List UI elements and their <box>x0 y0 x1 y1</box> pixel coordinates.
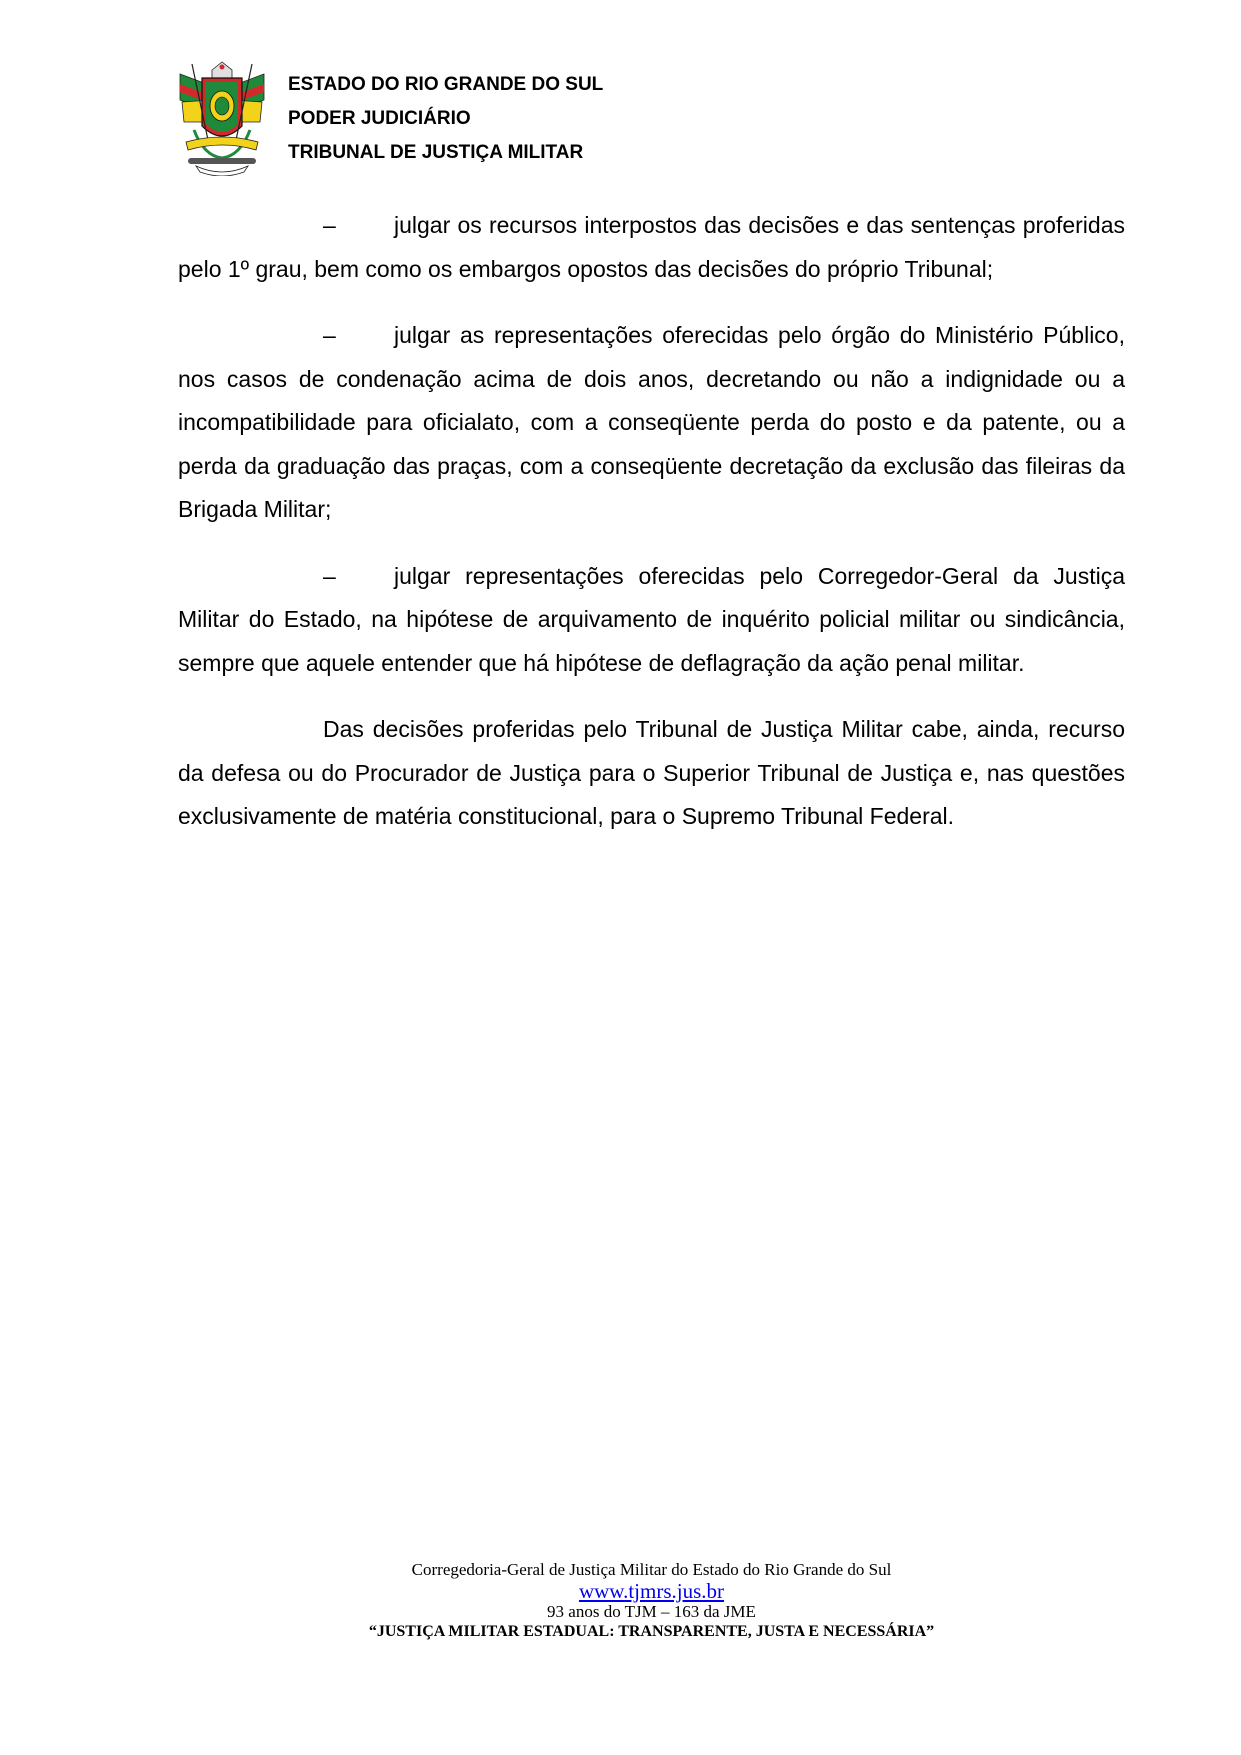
paragraph-text: julgar os recursos interpostos das decisões e das sentenças proferidas pelo 1º grau, bem como os embargos opostos das decisões do próprio Tribunal; <box>178 212 1125 282</box>
page-footer <box>178 1560 1125 1642</box>
letterhead-text <box>288 68 603 170</box>
dash-bullet: – <box>323 322 336 348</box>
list-item <box>178 204 1125 291</box>
paragraph-text: Das decisões proferidas pelo Tribunal de Justiça Militar cabe, ainda, recurso da defesa ou do Procurador de Justiça para o Superior Tribunal de Justiça e, nas questões exclusivamente de matéria constitucional, para o Supremo Tribunal Federal. <box>178 716 1125 829</box>
footer-anniversary: 93 anos do TJM – 163 da JME <box>547 1602 756 1621</box>
website-link[interactable]: www.tjmrs.jus.br <box>578 1579 725 1603</box>
court-name: TRIBUNAL DE JUSTIÇA MILITAR <box>288 142 584 163</box>
list-item <box>178 314 1125 532</box>
closing-paragraph <box>178 708 1125 839</box>
list-item <box>178 555 1125 686</box>
branch-name: PODER JUDICIÁRIO <box>288 108 471 129</box>
dash-bullet: – <box>323 212 336 238</box>
document-body <box>178 204 1125 862</box>
letterhead <box>178 60 878 180</box>
coat-of-arms-rio-grande-do-sul-icon <box>178 60 266 176</box>
state-name: ESTADO DO RIO GRANDE DO SUL <box>288 74 604 95</box>
paragraph-text: julgar representações oferecidas pelo Corregedor-Geral da Justiça Militar do Estado, na hipótese de arquivamento de inquérito policial militar ou sindicância, sempre que aquele entender que há hipótese de deflagração da ação penal militar. <box>178 562 1125 676</box>
dash-bullet: – <box>323 562 336 589</box>
footer-slogan: “JUSTIÇA MILITAR ESTADUAL: TRANSPARENTE, JUSTA E NECESSÁRIA” <box>368 1623 935 1640</box>
paragraph-text: julgar as representações oferecidas pelo órgão do Ministério Público, nos casos de condenação acima de dois anos, decretando ou não a indignidade ou a incompatibilidade para oficialato, com a conseqüente perda do posto e da patente, ou a perda da graduação das praças, com a conseqüente decretação da exclusão das fileiras da Brigada Militar; <box>178 322 1125 522</box>
footer-institution: Corregedoria-Geral de Justiça Militar do Estado do Rio Grande do Sul <box>411 1560 892 1579</box>
